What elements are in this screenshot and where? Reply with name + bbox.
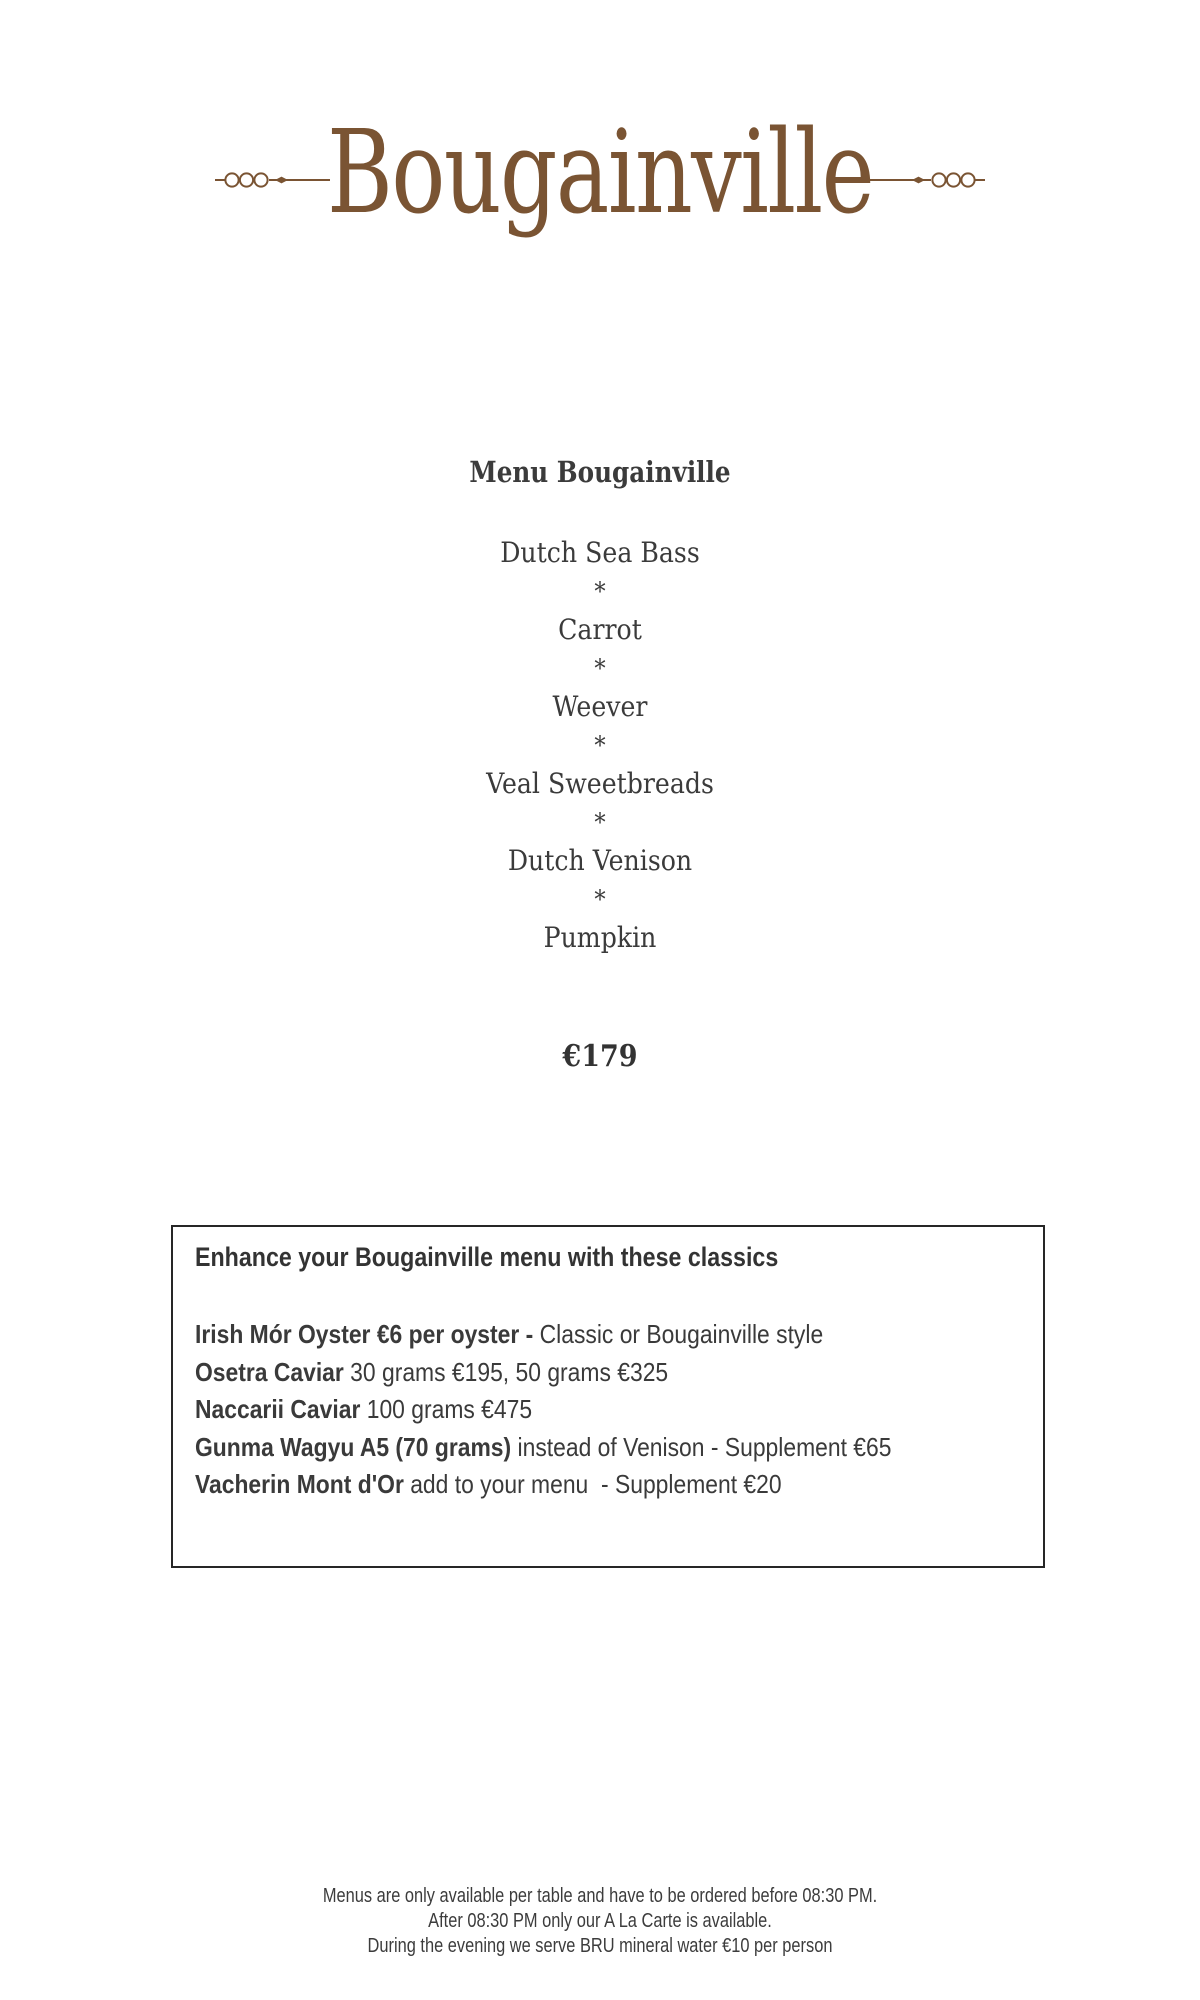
classic-item xyxy=(195,1466,922,1504)
classic-item-detail: 30 grams €195, 50 grams €325 xyxy=(343,1356,669,1387)
logo-ornament-right-icon xyxy=(870,168,986,192)
course-separator: * xyxy=(594,730,606,760)
classic-item xyxy=(195,1316,922,1354)
course-item: Veal Sweetbreads xyxy=(486,767,714,800)
classic-item-detail: Classic or Bougainville style xyxy=(533,1319,824,1349)
classics-heading: Enhance your Bougainville menu with these classics xyxy=(195,1242,779,1272)
classic-item-name: Naccarii Caviar xyxy=(195,1394,361,1424)
classics-items xyxy=(195,1316,1021,1504)
classic-item-name: Gunma Wagyu A5 (70 grams) xyxy=(195,1431,512,1462)
course-item: Pumpkin xyxy=(543,921,657,954)
course-separator: * xyxy=(594,653,606,683)
classic-item xyxy=(195,1429,922,1467)
logo-wordmark: Bougainville xyxy=(326,106,874,240)
course-item: Dutch Sea Bass xyxy=(500,536,700,569)
course-item: Weever xyxy=(552,690,648,723)
classic-item-name: Osetra Caviar xyxy=(195,1356,344,1387)
footer-line: After 08:30 PM only our A La Carte is available. xyxy=(428,1910,772,1932)
logo-ornament-left-icon xyxy=(214,168,330,192)
classic-item-name: Vacherin Mont d'Or xyxy=(195,1469,404,1499)
footer-line: During the evening we serve BRU mineral water €10 per person xyxy=(367,1935,833,1957)
classic-item xyxy=(195,1354,922,1392)
course-separator: * xyxy=(594,576,606,606)
footer-notes xyxy=(0,1884,1200,1959)
classic-item-detail: instead of Venison - Supplement €65 xyxy=(511,1431,892,1462)
course-list xyxy=(60,534,1140,958)
logo xyxy=(0,106,1200,240)
course-item: Dutch Venison xyxy=(507,844,693,877)
classic-item-detail: 100 grams €475 xyxy=(360,1394,533,1424)
menu-price: €179 xyxy=(562,1039,638,1074)
footer-line: Menus are only available per table and have to be ordered before 08:30 PM. xyxy=(322,1885,878,1907)
course-separator: * xyxy=(594,807,606,837)
course-separator: * xyxy=(594,884,606,914)
menu-title: Menu Bougainville xyxy=(469,455,731,489)
classics-box xyxy=(171,1225,1045,1568)
classic-item-detail: add to your menu - Supplement €20 xyxy=(403,1469,782,1499)
classic-item-name: Irish Mór Oyster €6 per oyster - xyxy=(195,1319,534,1349)
classic-item xyxy=(195,1391,922,1429)
course-item: Carrot xyxy=(558,613,642,646)
